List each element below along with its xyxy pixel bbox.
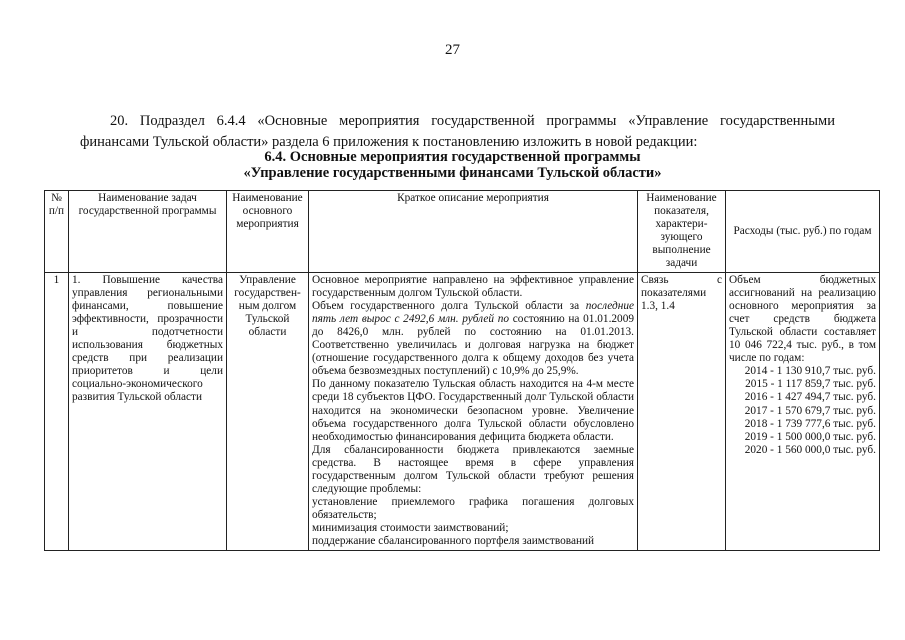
table-header-row xyxy=(45,191,880,273)
header-num: № п/п xyxy=(45,191,69,273)
header-expenses: Расходы (тыс. руб.) по годам xyxy=(726,191,880,273)
measures-table xyxy=(44,190,880,551)
expenses-year: 2018 - 1 739 777,6 тыс. руб. xyxy=(744,417,876,430)
expenses-year: 2014 - 1 130 910,7 тыс. руб. xyxy=(744,365,876,378)
header-tasks: Наименование задач государственной программы xyxy=(69,191,227,273)
expenses-intro: Объем бюджетных ассигнований на реализацию основного мероприятия за счет средств бюджета Тульской области составляет 10 046 722,4 тыс. руб., в том числе по годам: xyxy=(729,273,876,365)
intro-paragraph: 20. Подраздел 6.4.4 «Основные мероприятия государственной программы «Управление государственными финансами Тульской области» раздела 6 приложения к постановлению изложить в новой редакции: xyxy=(80,112,835,150)
desc-paragraph-1: Основное мероприятие направлено на эффективное управление государственным долгом Тульской области. xyxy=(312,273,634,299)
expenses-year: 2015 - 1 117 859,7 тыс. руб. xyxy=(745,378,876,391)
expenses-year: 2019 - 1 500 000,0 тыс. руб. xyxy=(744,430,876,443)
table-row xyxy=(45,272,880,550)
cell-indicator: Связь с показателями 1.3, 1.4 xyxy=(638,272,726,550)
header-measure: Наименование основного мероприятия xyxy=(227,191,309,273)
expenses-year: 2017 - 1 570 679,7 тыс. руб. xyxy=(744,404,876,417)
cell-description xyxy=(309,272,638,550)
cell-num: 1 xyxy=(45,272,69,550)
cell-expenses xyxy=(726,272,880,550)
desc-paragraph-2 xyxy=(312,300,634,379)
desc-paragraph-6: минимизация стоимости заимствований; xyxy=(312,522,509,535)
section-title-line1: 6.4. Основные мероприятия государственной программы xyxy=(264,149,641,165)
desc-paragraph-5: установление приемлемого графика погашения долговых обязательств; xyxy=(312,496,634,522)
desc-p2-italic: последние пять лет вырос с 2492,6 млн. рублей по xyxy=(312,299,634,325)
header-indicator: Наименование показателя, характери-зующего выполнение задачи xyxy=(638,191,726,273)
expenses-year: 2020 - 1 560 000,0 тыс. руб. xyxy=(744,443,876,456)
cell-measure: Управление государствен-ным долгом Тульской области xyxy=(227,272,309,550)
expenses-year: 2016 - 1 427 494,7 тыс. руб. xyxy=(744,391,876,404)
desc-p2-start: Объем государственного долга Тульской области за xyxy=(312,299,586,312)
cell-task: 1. Повышение качества управления региональными финансами, повышение эффективности, прозрачности и подотчетности использования бюджетных средств при реализации приоритетов и цели социально-экономического развития Тульской области xyxy=(69,272,227,550)
header-description: Краткое описание мероприятия xyxy=(309,191,638,273)
desc-paragraph-4: Для сбалансированности бюджета привлекаются заемные средства. В настоящее время в сфере управления государственным долгом Тульской области требуют решения следующие проблемы: xyxy=(312,443,634,496)
section-title-line2: «Управление государственными финансами Тульской области» xyxy=(243,165,662,181)
section-title xyxy=(140,149,765,181)
desc-paragraph-3: По данному показателю Тульская область находится на 4-м месте среди 18 субъектов ЦФО. Государственный долг Тульской области находится на экономически безопасном уровне. Увеличение объема государственного долга Тульской области обусловлено необходимостью финансирования дефицита бюджета области. xyxy=(312,378,634,443)
desc-paragraph-7: поддержание сбалансированного портфеля заимствований xyxy=(312,535,595,548)
desc-p2-end: состоянию на 01.01.2009 до 8426,0 млн. рублей по состоянию на 01.01.2013. Соответственно увеличилась и долговая нагрузка на бюджет (отношение государственного долга к общему доходов без учета объема безвозмездных поступлений) с 10,9% до 25,9%. xyxy=(312,312,634,378)
page-number: 27 xyxy=(445,42,460,58)
